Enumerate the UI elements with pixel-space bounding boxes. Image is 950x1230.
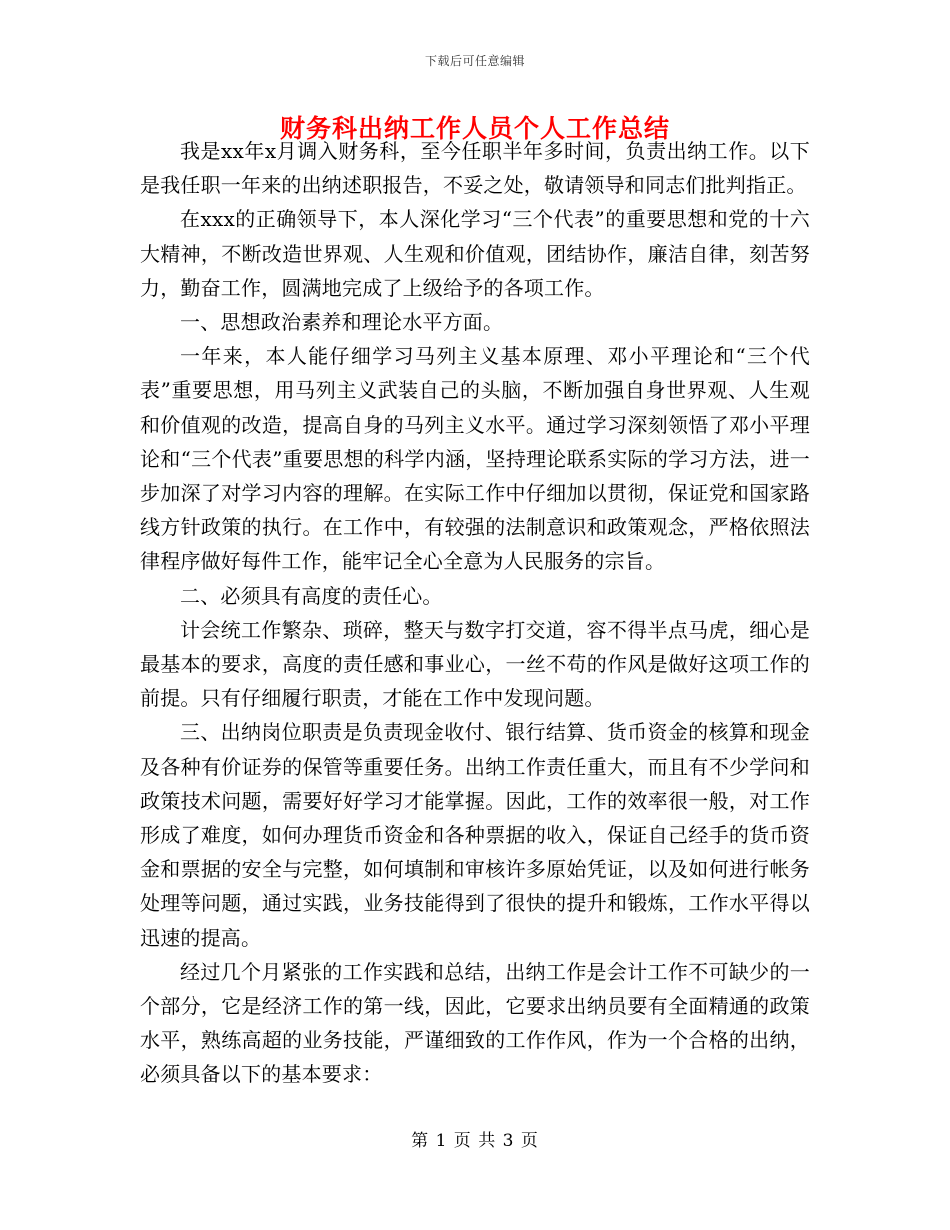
paragraph-responsibility: 计会统工作繁杂、琐碎，整天与数字打交道，容不得半点马虎，细心是最基本的要求，高度的责任感和事业心，一丝不苟的作风是做好这项工作的前提。只有仔细履行职责，才能在工作中发现问题。 [140, 617, 810, 711]
paragraph-leadership: 在xxx的正确领导下，本人深化学习“三个代表”的重要思想和党的十六大精神，不断改造世界观、人生观和价值观，团结协作，廉洁自律，刻苦努力，勤奋工作，圆满地完成了上级给予的各项工作。 [140, 207, 810, 300]
page-footer: 第 1 页 共 3 页 [411, 1131, 539, 1151]
paragraph-cashier-duties: 三、出纳岗位职责是负责现金收付、银行结算、货币资金的核算和现金及各种有价证券的保管等重要任务。出纳工作责任重大，而且有不少学问和政策技术问题，需要好好学习才能掌握。因此，工作的效率很一般，对工作形成了难度，如何办理货币资金和各种票据的收入，保证自己经手的货币资金和票据的安全与完整，如何填制和审核许多原始凭证，以及如何进行帐务处理等问题，通过实践，业务技能得到了很快的提升和锻炼，工作水平得以迅速的提高。 [140, 720, 810, 950]
header-note: 下载后可任意编辑 [424, 54, 525, 68]
paragraph-summary: 经过几个月紧张的工作实践和总结，出纳工作是会计工作不可缺少的一个部分，它是经济工作的第一线，因此，它要求出纳员要有全面精通的政策水平，熟练高超的业务技能，严谨细致的工作作风，作为一个合格的出纳，必须具备以下的基本要求： [140, 959, 810, 1087]
document-body [140, 134, 810, 1092]
paragraph-study: 一年来，本人能仔细学习马列主义基本原理、邓小平理论和“三个代表”重要思想，用马列主义武装自己的头脑，不断加强自身世界观、人生观和价值观的改造，提高自身的马列主义水平。通过学习深刻领悟了邓小平理论和“三个代表”重要思想的科学内涵，坚持理论联系实际的学习方法，进一步加深了对学习内容的理解。在实际工作中仔细加以贯彻，保证党和国家路线方针政策的执行。在工作中，有较强的法制意识和政策观念，严格依照法律程序做好每件工作，能牢记全心全意为人民服务的宗旨。 [140, 344, 810, 574]
section-heading-2: 二、必须具有高度的责任心。 [180, 583, 443, 608]
section-heading-1: 一、思想政治素养和理论水平方面。 [180, 310, 504, 335]
paragraph-intro: 我是xx年x月调入财务科，至今任职半年多时间，负责出纳工作。以下是我任职一年来的出纳述职报告，不妥之处，敬请领导和同志们批判指正。 [140, 139, 810, 198]
document-title: 财务科出纳工作人员个人工作总结 [279, 114, 670, 143]
